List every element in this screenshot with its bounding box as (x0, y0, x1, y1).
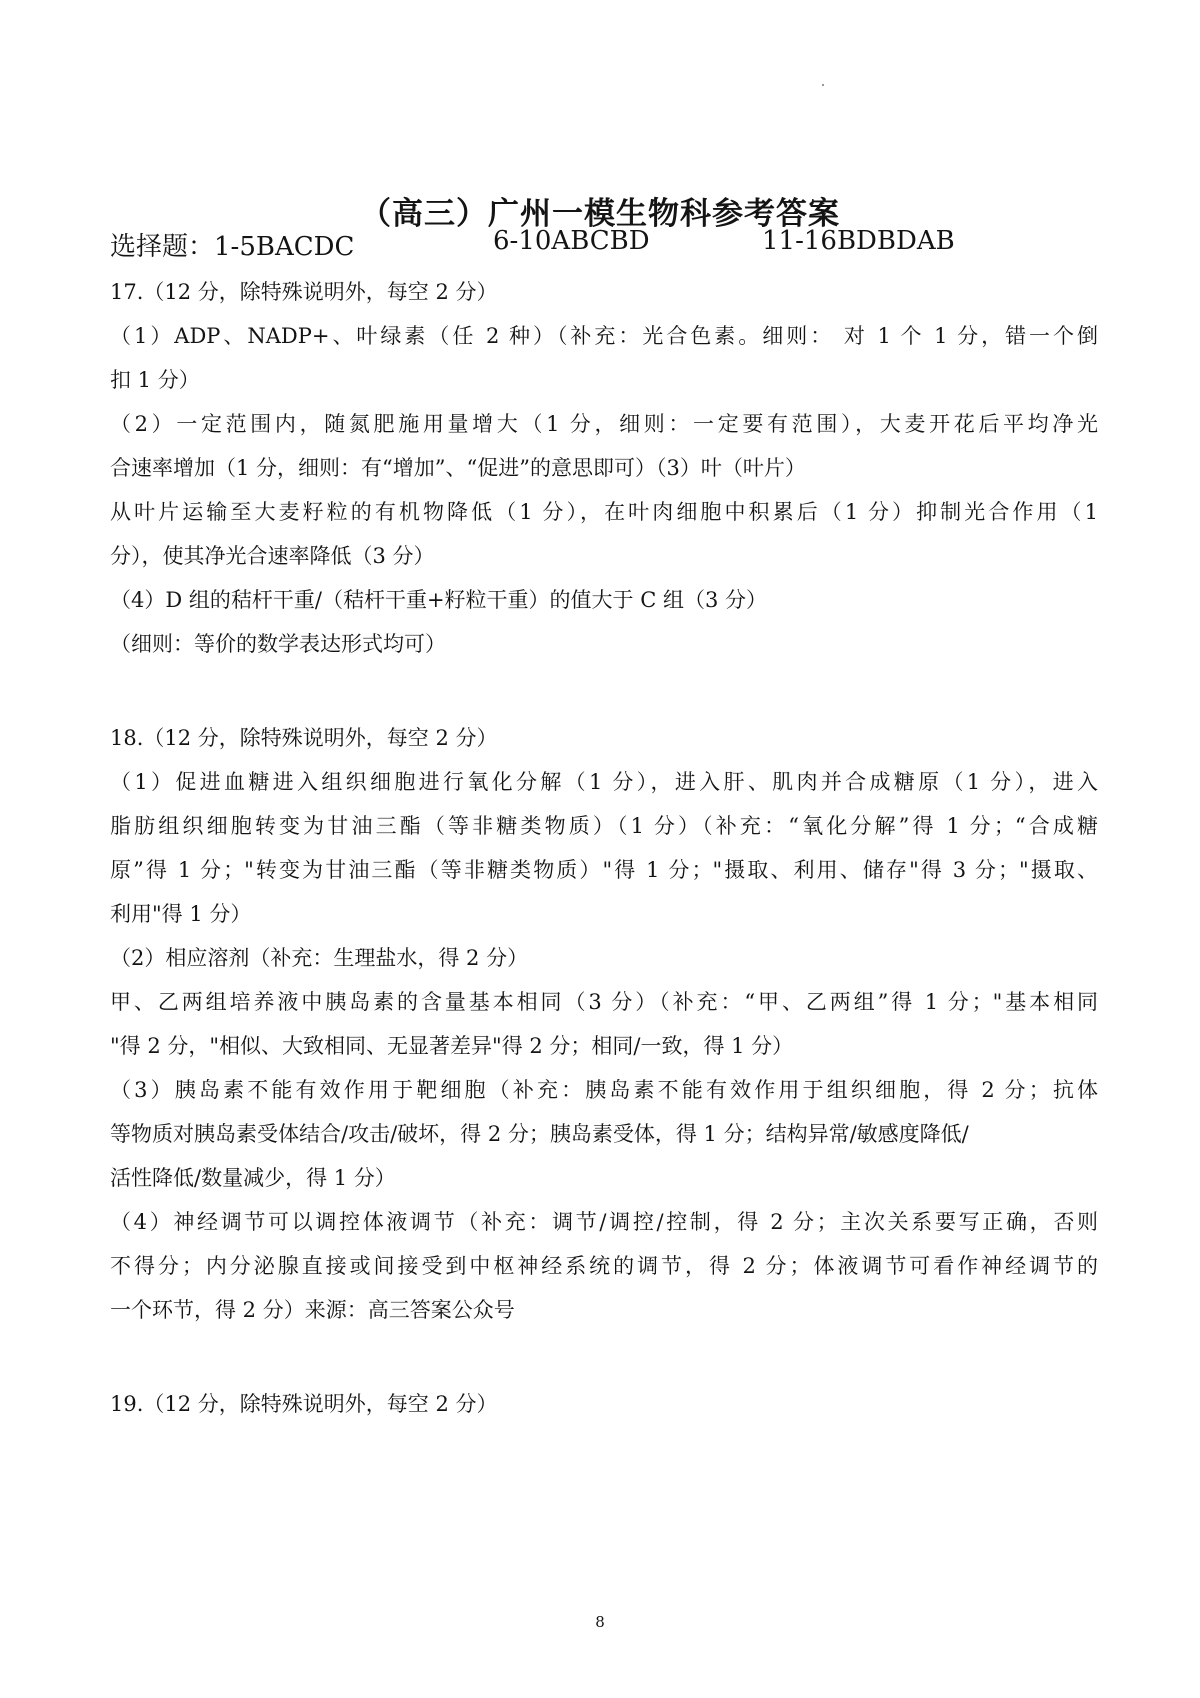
q18-line: 甲、乙两组培养液中胰岛素的含量基本相同（3 分）（补充：“甲、乙两组”得 1 分；"基本相同 (110, 990, 1098, 1014)
page-title: （高三）广州一模生物科参考答案 (360, 196, 840, 232)
q18-line: 原”得 1 分；"转变为甘油三酯（等非糖类物质）"得 1 分；"摄取、利用、储存"得 3 分；"摄取、 (110, 858, 1098, 882)
q18-line: 脂肪组织细胞转变为甘油三酯（等非糖类物质）（1 分）（补充：“氧化分解”得 1 分；“合成糖 (110, 814, 1098, 838)
q17-line: （1）ADP、NADP+、叶绿素（任 2 种）（补充：光合色素。细则： 对 1 个 1 分，错一个倒 (110, 324, 1098, 348)
q18-header: 18.（12 分，除特殊说明外，每空 2 分） (110, 726, 498, 750)
speck-mark (822, 84, 824, 86)
q17-line: （4）D 组的秸杆干重/（秸杆干重+籽粒干重）的值大于 C 组（3 分） (110, 588, 767, 612)
multiple-choice-answers-11-16: 11-16BDBDAB (762, 226, 955, 256)
q18-line: 活性降低/数量减少，得 1 分） (110, 1166, 396, 1190)
q17-header: 17.（12 分，除特殊说明外，每空 2 分） (110, 280, 498, 304)
q17-line: （细则：等价的数学表达形式均可） (110, 632, 446, 656)
q17-line: （2）一定范围内，随氮肥施用量增大（1 分，细则：一定要有范围），大麦开花后平均净光 (110, 412, 1098, 436)
multiple-choice-answers-1-5: 选择题：1-5BACDC (110, 232, 355, 262)
q19-header: 19.（12 分，除特殊说明外，每空 2 分） (110, 1392, 498, 1416)
q18-line: 一个环节，得 2 分）来源：高三答案公众号 (110, 1298, 515, 1322)
q18-line: （1）促进血糖进入组织细胞进行氧化分解（1 分），进入肝、肌肉并合成糖原（1 分），进入 (110, 770, 1098, 794)
q18-line: "得 2 分，"相似、大致相同、无显著差异"得 2 分；相同/一致，得 1 分） (110, 1034, 794, 1058)
q18-line: 利用"得 1 分） (110, 902, 252, 926)
q17-line: 合速率增加（1 分，细则：有“增加”、“促进”的意思即可）（3）叶（叶片） (110, 456, 806, 480)
q17-line: 扣 1 分） (110, 368, 200, 392)
page-number: 8 (595, 1613, 605, 1631)
q18-line: （3）胰岛素不能有效作用于靶细胞（补充：胰岛素不能有效作用于组织细胞，得 2 分；抗体 (110, 1078, 1098, 1102)
q17-line: 从叶片运输至大麦籽粒的有机物降低（1 分），在叶肉细胞中积累后（1 分）抑制光合作用（1 (110, 500, 1098, 524)
multiple-choice-answers-6-10: 6-10ABCBD (493, 226, 650, 256)
q18-line: （4）神经调节可以调控体液调节（补充：调节/调控/控制，得 2 分；主次关系要写正确，否则 (110, 1210, 1098, 1234)
q18-line: 不得分；内分泌腺直接或间接受到中枢神经系统的调节，得 2 分；体液调节可看作神经调节的 (110, 1254, 1098, 1278)
q18-line: （2）相应溶剂（补充：生理盐水，得 2 分） (110, 946, 529, 970)
q17-line: 分），使其净光合速率降低（3 分） (110, 544, 435, 568)
q18-line: 等物质对胰岛素受体结合/攻击/破坏，得 2 分；胰岛素受体，得 1 分；结构异常/敏感度降低/ (110, 1122, 969, 1146)
